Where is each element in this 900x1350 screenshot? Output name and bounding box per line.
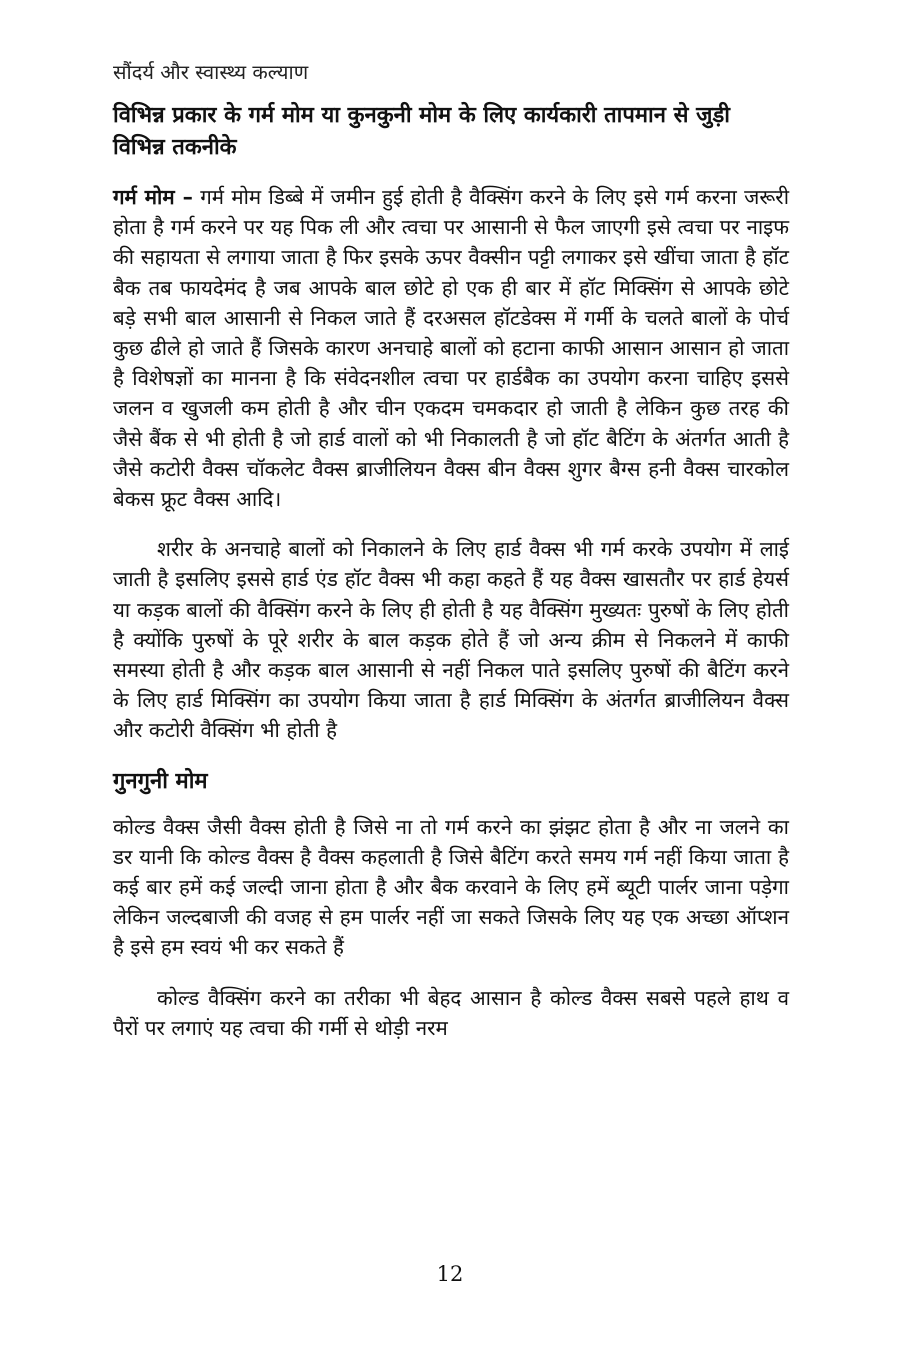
hot-wax-term: गर्म मोम – [113,185,193,209]
lukewarm-wax-heading: गुनगुनी मोम [113,768,208,794]
paragraph-cold-waxing-method: कोल्ड वैक्सिंग करने का तरीका भी बेहद आसान है कोल्ड वैक्स सबसे पहले हाथ व पैरों पर लगाएं यह त्वचा की गर्मी से थोड़ी नरम [113,985,789,1040]
paragraph-hot-wax [113,182,789,514]
paragraph-cold-wax: कोल्ड वैक्स जैसी वैक्स होती है जिसे ना तो गर्म करने का झंझट होता है और ना जलने का डर यानी कि कोल्ड वैक्स है वैक्स कहलाती है जिसे बैटिंग करते समय गर्म नहीं किया जाता है कई बार हमें कई जल्दी जाना होता है और बैक करवाने के लिए हमें ब्यूटी पार्लर जाना पड़ेगा लेकिन जल्दबाजी की वजह से हम पार्लर नहीं जा सकते जिसके लिए यह एक अच्छा ऑप्शन है इसे हम स्वयं भी कर सकते हैं [113,814,789,960]
page-number: 12 [436,1262,464,1286]
hot-wax-body: गर्म मोम डिब्बे में जमीन हुई होती है वैक्सिंग करने के लिए इसे गर्म करना जरूरी होता है गर्म करने पर यह पिक ली और त्वचा पर आसानी से फैल जाएगी इसे त्वचा पर नाइफ की सहायता से लगाया जाता है फिर इसके ऊपर वैक्सीन पट्टी लगाकर इसे खींचा जाता है हॉट बैक तब फायदेमंद है जब आपके बाल छोटे हो एक ही बार में हॉट मिक्सिंग से आपके छोटे बड़े सभी बाल आसानी से निकल जाते हैं दरअसल हॉटडेक्स में गर्मी के चलते बालों के पोर्च कुछ ढीले हो जाते हैं जिसके कारण अनचाहे बालों को हटाना काफी आसान आसान हो जाता है विशेषज्ञों का मानना है कि संवेदनशील त्वचा पर हार्डबैक का उपयोग करना चाहिए इससे जलन व खुजली कम होती है और चीन एकदम चमकदार हो जाती है लेकिन कुछ तरह की जैसे बैंक से भी होती है जो हार्ड वालों को भी निकालती है जो हॉट बैटिंग के अंतर्गत आती है जैसे कटोरी वैक्स चॉकलेट वैक्स ब्राजीलियन वैक्स बीन वैक्स शुगर बैग्स हनी वैक्स चारकोल बेकस फ्रूट वैक्स आदि। [113,185,789,512]
document-page [113,58,789,1063]
running-header: सौंदर्य और स्वास्थ्य कल्याण [113,60,309,84]
paragraph-hard-wax: शरीर के अनचाहे बालों को निकालने के लिए हार्ड वैक्स भी गर्म करके उपयोग में लाई जाती है इसलिए इससे हार्ड एंड हॉट वैक्स भी कहा कहते हैं यह वैक्स खासतौर पर हार्ड हेयर्स या कड़क बालों की वैक्सिंग करने के लिए ही होती है यह वैक्सिंग मुख्यतः पुरुषों के लिए होती है क्योंकि पुरुषों के पूरे शरीर के बाल कड़क होते हैं जो अन्य क्रीम से निकलने में काफी समस्या होती है और कड़क बाल आसानी से नहीं निकल पाते इसलिए पुरुषों की बैटिंग करने के लिए हार्ड मिक्सिंग का उपयोग किया जाता है हार्ड मिक्सिंग के अंतर्गत ब्राजीलियन वैक्स और कटोरी वैक्सिंग भी होती है [113,537,789,743]
section-heading: विभिन्न प्रकार के गर्म मोम या कुनकुनी मोम के लिए कार्यकारी तापमान से जुड़ी विभिन्न तकनीके [113,103,730,160]
